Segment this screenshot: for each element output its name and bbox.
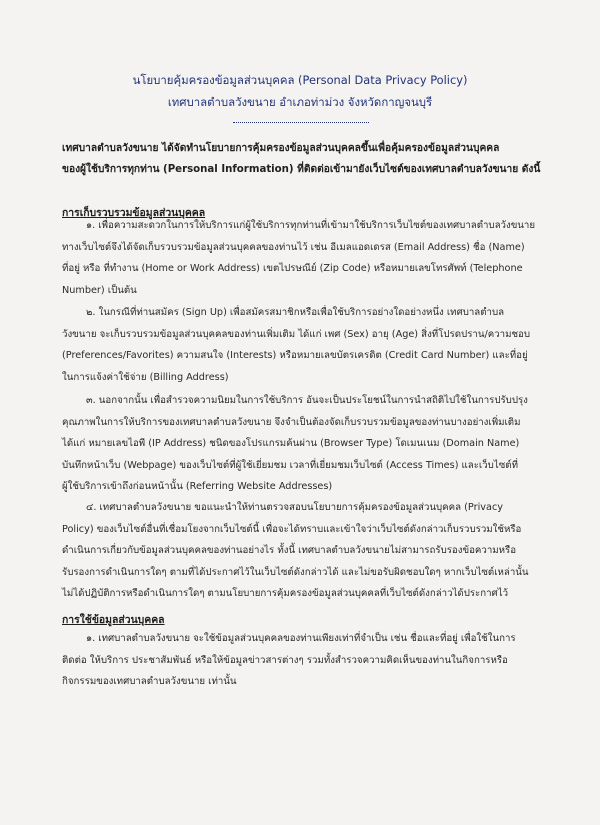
- paragraph-line: ๔. เทศบาลตำบลวังขนาย ขอแนะนำให้ท่านตรวจสอบนโยบายการคุ้มครองข้อมูลส่วนบุคคล (Privacy: [86, 502, 504, 513]
- paragraph-line: รับรองการดำเนินการใดๆ ตามที่ได้ประกาศไว้ในเว็บไซต์ดังกล่าวได้ และไม่ขอรับผิดชอบใดๆ หากเว็บไซต์เหล่านั้น: [62, 566, 529, 578]
- title-divider: [233, 122, 369, 123]
- paragraph-line: Policy) ของเว็บไซต์อื่นที่เชื่อมโยงจากเว็บไซต์นี้ เพื่อจะได้ทราบและเข้าใจว่าเว็บไซต์ดังกล่าวเก็บรวบรวมใช้หรือ: [62, 523, 522, 535]
- paragraph-line: ๒. ในกรณีที่ท่านสมัคร (Sign Up) เพื่อสมัครสมาชิกหรือเพื่อใช้บริการอย่างใดอย่างหนึ่ง เทศบาลตำบล: [86, 307, 505, 318]
- paragraph-line: Number) เป็นต้น: [62, 284, 137, 296]
- scan-artifact: [14, 18, 21, 29]
- paragraph-line: ๑. เทศบาลตำบลวังขนาย จะใช้ข้อมูลส่วนบุคคลของท่านเพียงเท่าที่จำเป็น เช่น ชื่อและที่อยู่ เพื่อใช้ในการ: [86, 633, 516, 644]
- paragraph-line: (Preferences/Favorites) ความสนใจ (Interests) หรือหมายเลขบัตรเครดิต (Credit Card Number) และที่อยู่: [62, 350, 528, 361]
- paragraph-collection-1: [62, 215, 540, 301]
- paragraph-line: บันทึกหน้าเว็บ (Webpage) ของเว็บไซต์ที่ผู้ใช้เยี่ยมชม เวลาที่เยี่ยมชมเว็บไซต์ (Access Times) และเว็บไซต์ที่: [62, 459, 518, 471]
- paragraph-line: วังขนาย จะเก็บรวบรวมข้อมูลส่วนบุคคลของท่านเพิ่มเติม ได้แก่ เพศ (Sex) อายุ (Age) สิ่งที่โปรดปราน/ความชอบ: [62, 328, 531, 340]
- paragraph-collection-2: [62, 302, 540, 388]
- section-heading-collection: การเก็บรวบรวมข้อมูลส่วนบุคคล: [62, 207, 206, 219]
- paragraph-line: ทางเว็บไซต์จึงได้จัดเก็บรวบรวมข้อมูลส่วนบุคคลของท่านไว้ เช่น อีเมลแอดเดรส (Email Address) ชื่อ (Name): [62, 241, 525, 253]
- paragraph-line: ไม่ได้ปฏิบัติการหรือดำเนินการใดๆ ตามนโยบายการคุ้มครองข้อมูลส่วนบุคคลที่เว็บไซต์ดังกล่าวได้ประกาศไว้: [62, 588, 509, 599]
- paragraph-line: ๑. เพื่อความสะดวกในการให้บริการแก่ผู้ใช้บริการทุกท่านที่เข้ามาใช้บริการเว็บไซต์ของเทศบาลตำบลวังขนาย: [86, 220, 536, 231]
- paragraph-line: ในการแจ้งค่าใช้จ่าย (Billing Address): [62, 371, 229, 383]
- document-subtitle: เทศบาลตำบลวังขนาย อำเภอท่าม่วง จังหวัดกาญจนบุรี: [167, 95, 433, 109]
- paragraph-line: ที่อยู่ หรือ ที่ทำงาน (Home or Work Address) เขตไปรษณีย์ (Zip Code) หรือหมายเลขโทรศัพท์ (Telephone: [62, 263, 523, 274]
- paragraph-line: ผู้ใช้บริการเข้าถึงก่อนหน้านั้น (Referring Website Addresses): [62, 481, 333, 492]
- intro-line: เทศบาลตำบลวังขนาย ได้จัดทำนโยบายการคุ้มครองข้อมูลส่วนบุคคลขึ้นเพื่อคุ้มครองข้อมูลส่วนบุคคล: [62, 143, 500, 154]
- intro-line: ของผู้ใช้บริการทุกท่าน (Personal Information) ที่ติดต่อเข้ามายังเว็บไซต์ของเทศบาลตำบลวังขนาย ดังนี้: [62, 164, 541, 175]
- paragraph-collection-3: [62, 390, 540, 498]
- section-heading-usage: การใช้ข้อมูลส่วนบุคคล: [62, 614, 165, 626]
- paragraph-line: ๓. นอกจากนั้น เพื่อสำรวจความนิยมในการใช้บริการ อันจะเป็นประโยชน์ในการนำสถิติไปใช้ในการปรับปรุง: [86, 395, 528, 406]
- document-title: นโยบายคุ้มครองข้อมูลส่วนบุคคล (Personal Data Privacy Policy): [132, 73, 468, 87]
- paragraph-line: ติดต่อ ให้บริการ ประชาสัมพันธ์ หรือให้ข้อมูลข่าวสารต่างๆ รวมทั้งสำรวจความคิดเห็นของท่านในกิจการหรือ: [62, 654, 508, 666]
- paragraph-line: คุณภาพในการให้บริการของเทศบาลตำบลวังขนาย จึงจำเป็นต้องจัดเก็บรวบรวมข้อมูลของท่านบางอย่างเพิ่มเติม: [62, 416, 521, 428]
- paragraph-line: ดำเนินการเกี่ยวกับข้อมูลส่วนบุคคลของท่านอย่างไร ทั้งนี้ เทศบาลตำบลวังขนายไม่สามารถรับรองข้อความหรือ: [62, 545, 517, 556]
- paragraph-line: กิจกรรมของเทศบาลตำบลวังขนาย เท่านั้น: [62, 676, 237, 687]
- paragraph-collection-4: [62, 497, 540, 605]
- paragraph-usage-1: [62, 628, 540, 693]
- paragraph-line: ได้แก่ หมายเลขไอพี (IP Address) ชนิดของโปรแกรมค้นผ่าน (Browser Type) โดเมนเนม (Domain Name): [62, 438, 520, 449]
